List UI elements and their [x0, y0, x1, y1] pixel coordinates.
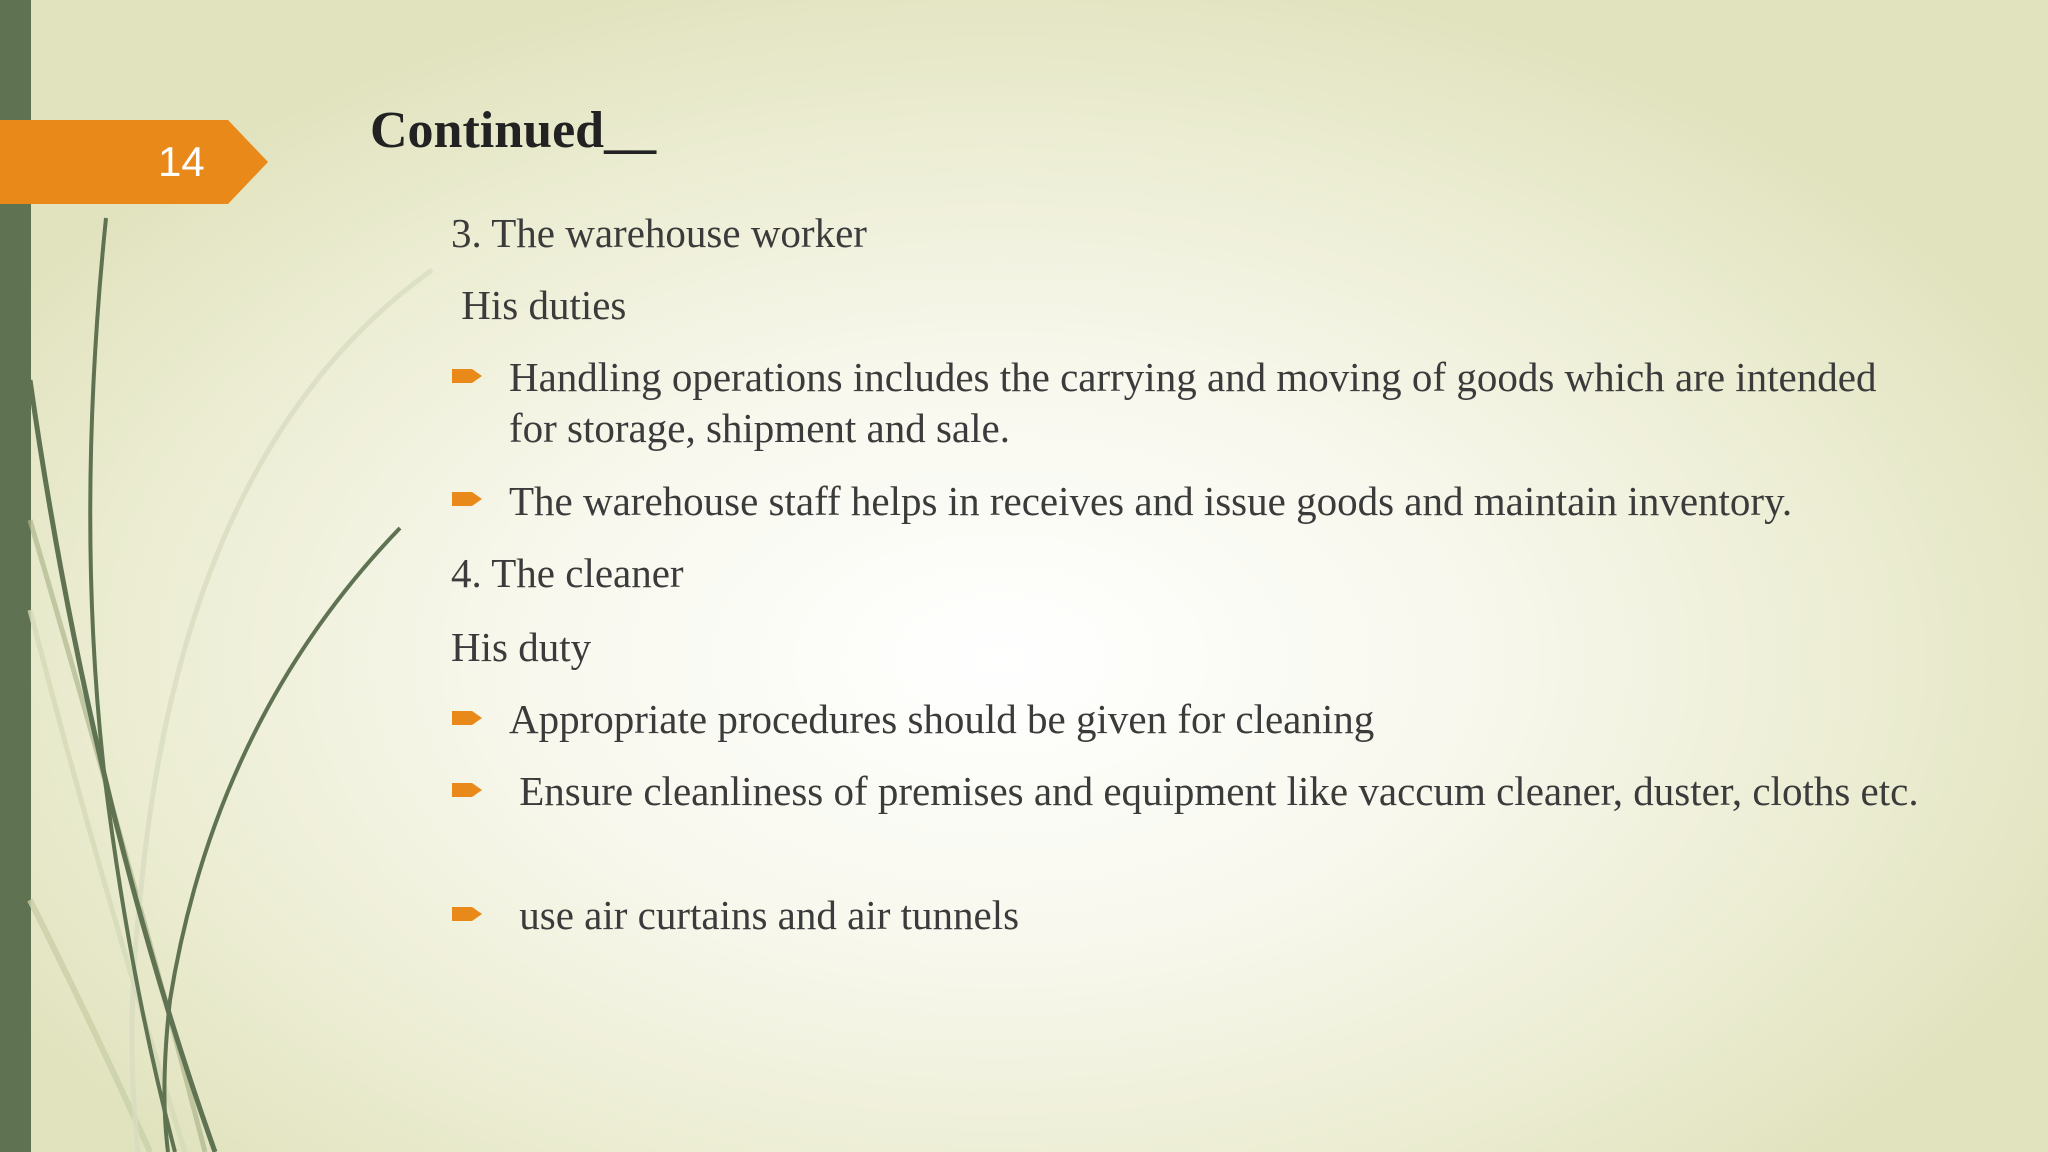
- right-arrow-icon: [452, 490, 482, 508]
- section-heading-cleaner: 4. The cleaner: [451, 550, 684, 596]
- bullet-warehouse-staff: The warehouse staff helps in receives and issue goods and maintain inventory.: [509, 478, 1793, 524]
- bullet-appropriate-procedures: Appropriate procedures should be given for cleaning: [509, 696, 1375, 742]
- bullet-air-curtains: use air curtains and air tunnels: [509, 892, 1020, 938]
- right-arrow-icon: [452, 781, 482, 799]
- page-number: 14: [158, 138, 205, 185]
- slide-title: Continued__: [370, 102, 657, 159]
- section-subheading-his-duties: His duties: [451, 282, 627, 328]
- section-heading-warehouse-worker: 3. The warehouse worker: [451, 210, 867, 256]
- bullet-handling-operations: Handling operations includes the carrying and moving of goods which are intended for storage, shipment and sale.: [509, 354, 1877, 451]
- right-arrow-icon: [452, 905, 482, 923]
- right-arrow-icon: [452, 709, 482, 727]
- section-subheading-his-duty: His duty: [451, 624, 592, 670]
- bullet-ensure-cleanliness: Ensure cleanliness of premises and equipment like vaccum cleaner, duster, cloths etc.: [509, 768, 1919, 814]
- right-arrow-icon: [452, 367, 482, 385]
